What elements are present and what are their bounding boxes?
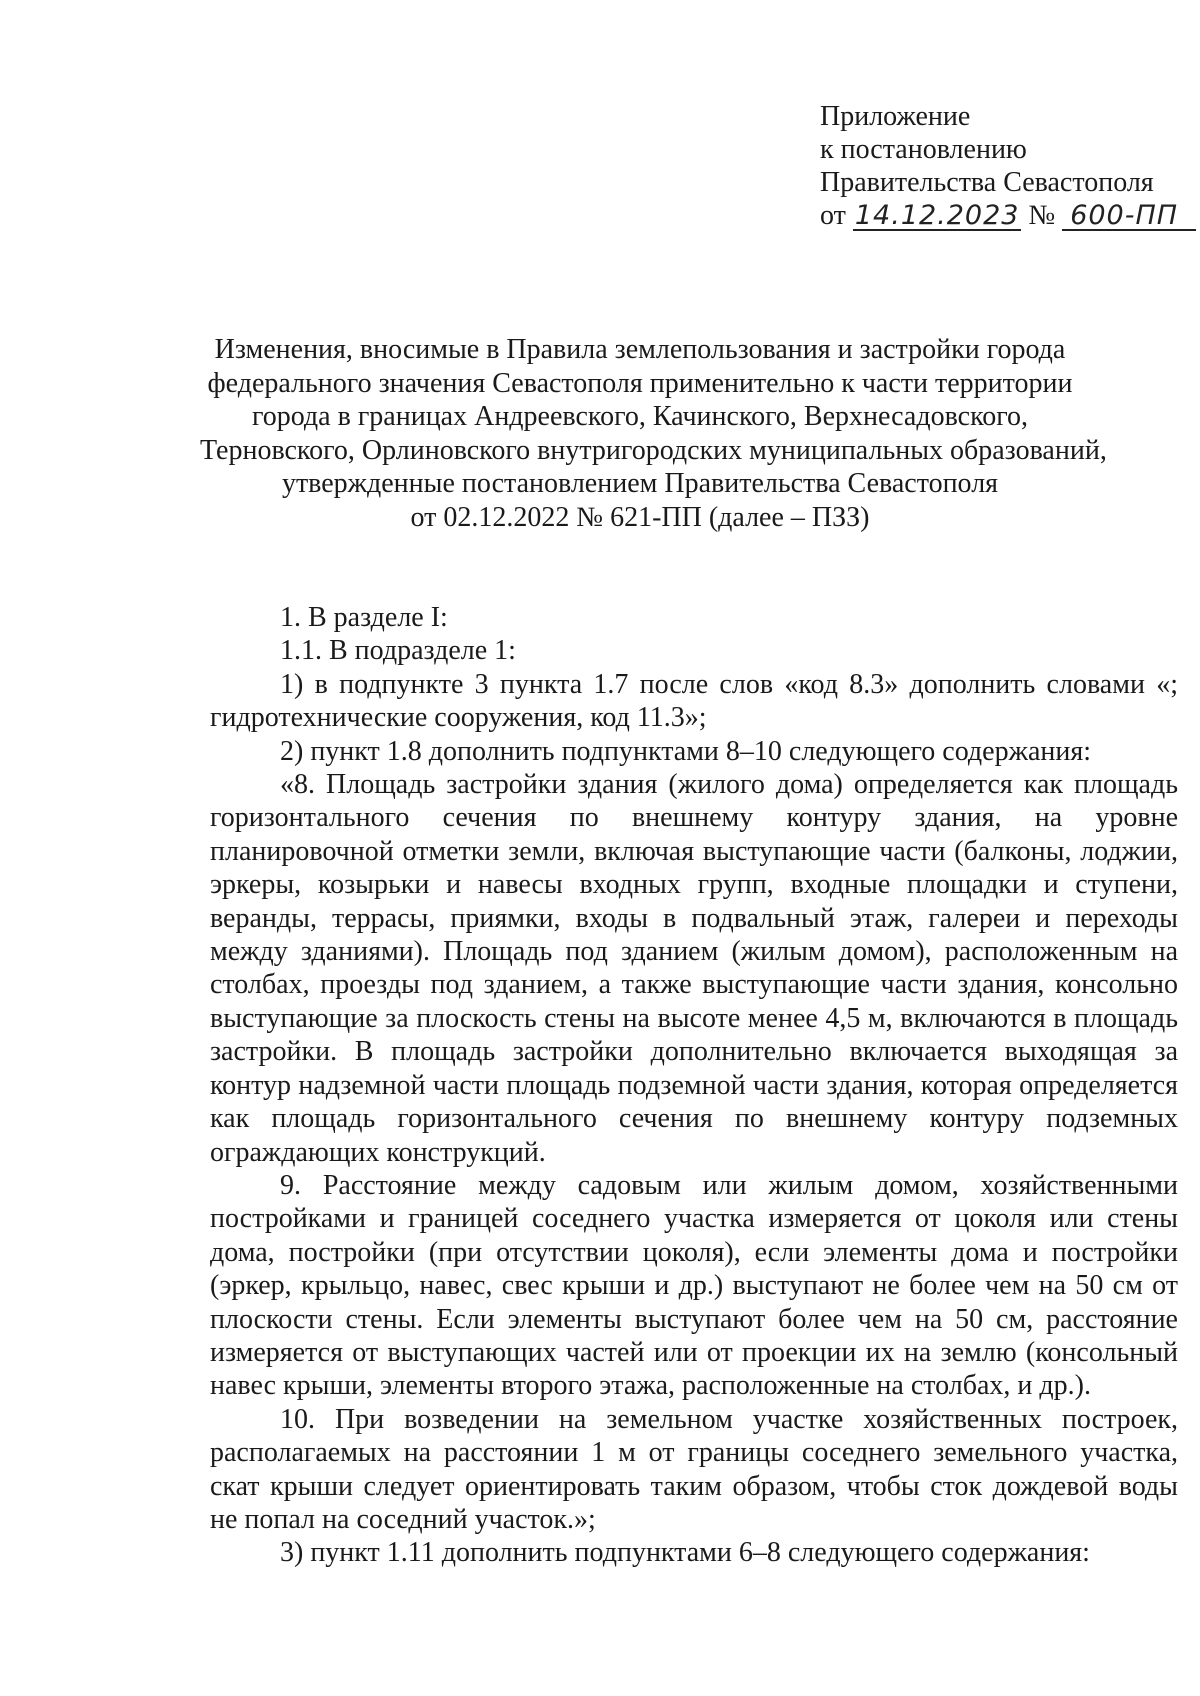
title-line: Терновского, Орлиновского внутригородских муниципальных образований,: [200, 434, 1107, 466]
paragraph: 10. При возведении на земельном участке хозяйственных построек, располагаемых на расстоянии 1 м от границы соседнего земельного участка, скат крыши следует ориентировать таким образом, чтобы сток дождевой воды не попал на соседний участок.»;: [210, 1403, 1178, 1535]
appendix-date-number: [820, 199, 1196, 232]
title-line: Изменения, вносимые в Правила землепользования и застройки города: [214, 334, 1066, 365]
handwritten-number: 600-ПП: [1062, 203, 1196, 231]
paragraph: 1) в подпункте 3 пункта 1.7 после слов «код 8.3» дополнить словами «; гидротехнические сооружения, код 11.3»;: [210, 668, 1178, 734]
document-title: [200, 333, 1107, 534]
document-body: [210, 601, 1178, 1570]
title-line: города в границах Андреевского, Качинского, Верхнесадовского,: [251, 401, 1029, 432]
paragraph: 9. Расстояние между садовым или жилым домом, хозяйственными постройками и границей соседнего участка измеряется от цоколя или стены дома, постройки (при отсутствии цоколя), если элементы дома и постройки (эркер, крыльцо, навес, свес крыши и др.) выступают не более чем на 50 см от плоскости стены. Если элементы выступают более чем на 50 см, расстояние измеряется от выступающих частей или от проекции их на землю (консольный навес крыши, элементы второго этажа, расположенные на столбах, и др.).: [210, 1169, 1178, 1402]
handwritten-date: 14.12.2023: [854, 200, 1020, 231]
appendix-header: [820, 100, 1196, 232]
from-prefix: от: [820, 200, 846, 231]
number-sign: №: [1028, 200, 1056, 231]
paragraph: 3) пункт 1.11 дополнить подпунктами 6–8 следующего содержания:: [280, 1537, 1090, 1569]
paragraph: «8. Площадь застройки здания (жилого дома) определяется как площадь горизонтального сечения по внешнему контуру здания, на уровне планировочной отметки земли, включая выступающие части (балконы, лоджии, эркеры, козырьки и навесы входных групп, входные площадки и ступени, веранды, террасы, приямки, входы в подвальный этаж, галереи и переходы между зданиями). Площадь под зданием (жилым домом), расположенным на столбах, проезды под зданием, а также выступающие части здания, консольно выступающие за плоскость стены на высоте менее 4,5 м, включаются в площадь застройки. В площадь застройки дополнительно включается выходящая за контур надземной части площадь подземной части здания, которая определяется как площадь горизонтального сечения по внешнему контуру подземных ограждающих конструкций.: [210, 769, 1178, 1168]
subsection-heading: 1.1. В подразделе 1:: [280, 635, 516, 667]
section-heading: 1. В разделе I:: [280, 602, 448, 633]
title-line: от 02.12.2022 № 621-ПП (далее – ПЗЗ): [410, 501, 870, 533]
title-line: утвержденные постановлением Правительства Севастополя: [281, 468, 999, 499]
appendix-government: Правительства Севастополя: [820, 167, 1154, 198]
appendix-to-resolution: к постановлению: [820, 134, 1027, 165]
appendix-label: Приложение: [820, 101, 971, 132]
paragraph: 2) пункт 1.8 дополнить подпунктами 8–10 следующего содержания:: [280, 735, 1092, 767]
title-line: федерального значения Севастополя применительно к части территории: [207, 367, 1073, 399]
